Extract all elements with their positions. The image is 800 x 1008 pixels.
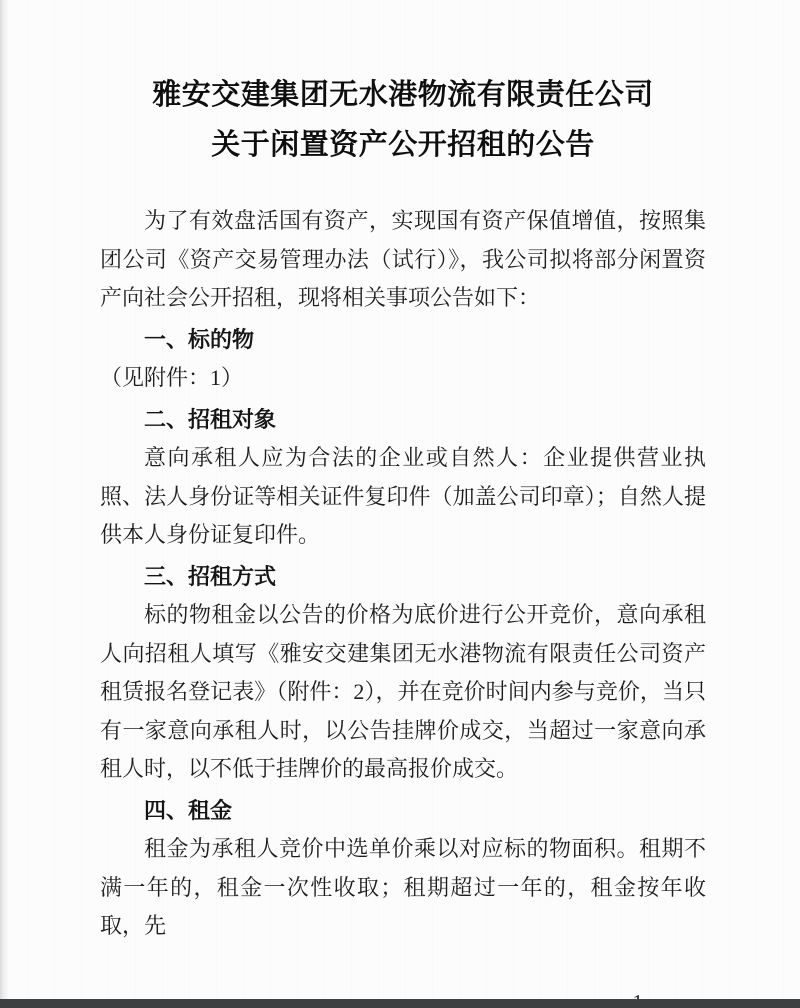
scan-bottom-edge	[0, 999, 800, 1008]
document-content	[100, 70, 706, 1008]
section-2-heading: 二、招租对象	[144, 406, 277, 432]
section-4-heading: 四、租金	[144, 797, 233, 823]
section-3-heading: 三、招租方式	[144, 563, 277, 589]
document-title	[100, 70, 706, 170]
section-1-heading: 一、标的物	[144, 326, 255, 352]
title-line-1: 雅安交建集团无水港物流有限责任公司	[152, 79, 654, 111]
section-1-body: （见附件：1）	[100, 365, 244, 390]
section-4-body: 租金为承租人竞价中选单价乘以对应标的物面积。租期不满一年的，租金一次性收取；租期超过一年的，租金按年收取，先	[100, 836, 706, 938]
section-3-body: 标的物租金以公告的价格为底价进行公开竞价，意向承租人向招租人填写《雅安交建集团无水港物流有限责任公司资产租赁报名登记表》（附件：2），并在竞价时间内参与竞价，当只有一家意向承租人时，以公告挂牌价成交，当超过一家意向承租人时，以不低于挂牌价的最高报价成交。	[100, 602, 706, 781]
title-line-2: 关于闲置资产公开招租的公告	[211, 129, 595, 161]
intro-paragraph: 为了有效盘活国有资产，实现国有资产保值增值，按照集团公司《资产交易管理办法（试行）》，我公司拟将部分闲置资产向社会公开招租，现将相关事项公告如下：	[100, 208, 706, 310]
section-2-body: 意向承租人应为合法的企业或自然人：企业提供营业执照、法人身份证等相关证件复印件（加盖公司印章）；自然人提供本人身份证复印件。	[100, 445, 706, 547]
